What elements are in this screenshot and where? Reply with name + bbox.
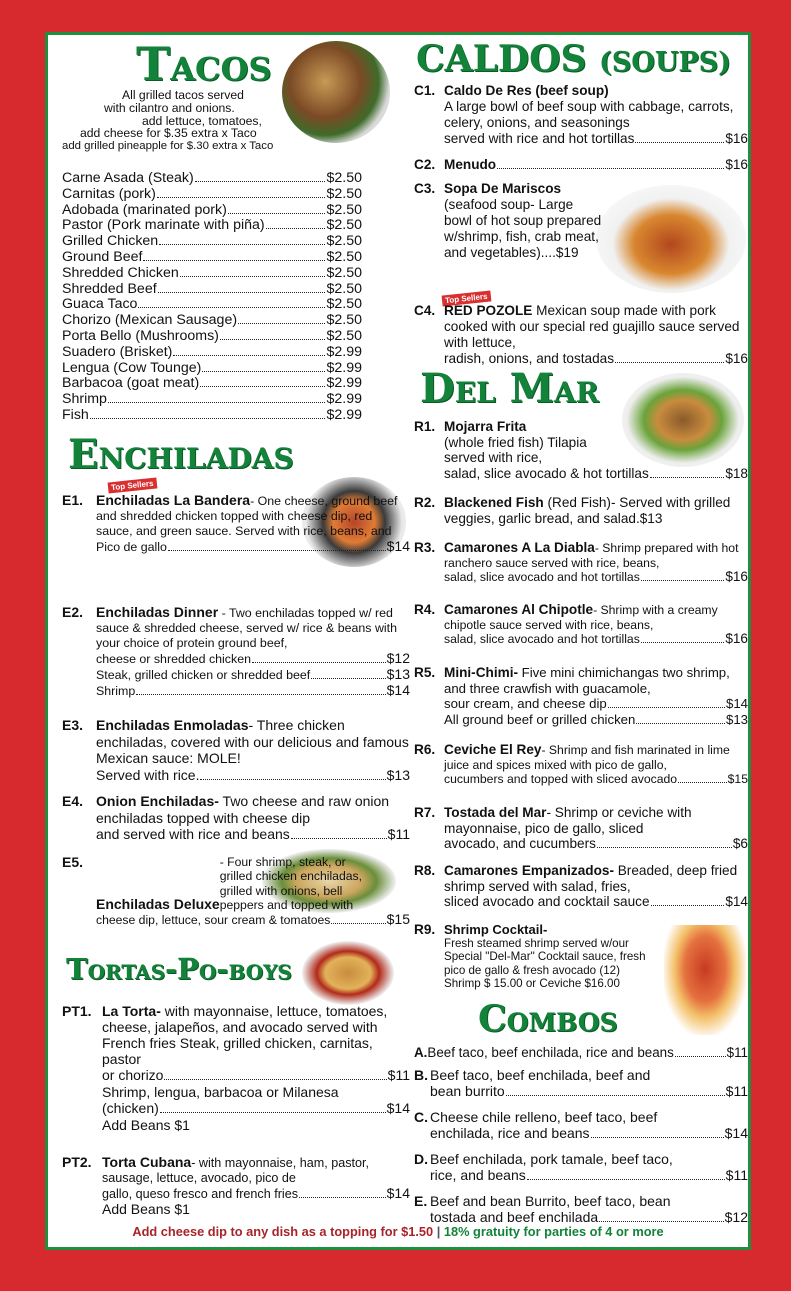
r8-price: $14 bbox=[725, 894, 748, 909]
pt1-l1: or chorizo bbox=[102, 1067, 164, 1083]
r5-code: R5. bbox=[414, 665, 436, 680]
cocktail-photo bbox=[664, 925, 746, 1035]
r7-desc: - Shrimp or ceviche with mayonnaise, pico de gallo, sliced bbox=[444, 805, 692, 836]
tacos-desc-line: add cheese for $.35 extra x Taco bbox=[80, 126, 257, 141]
taco-item-name: Lengua (Cow Tounge) bbox=[62, 359, 202, 376]
combo-c-desc: Cheese chile relleno, beef taco, beef bbox=[430, 1109, 658, 1125]
c4-price: $16 bbox=[725, 351, 748, 366]
e5-name: Enchiladas Deluxe bbox=[96, 895, 220, 912]
combo-d-code: D. bbox=[414, 1151, 428, 1167]
r8-code: R8. bbox=[414, 863, 436, 878]
combo-d bbox=[414, 1151, 748, 1184]
r9-desc: Fresh steamed shrimp served w/our Special "Del-Mar" Cocktail sauce, fresh pico de gallo & fresh avocado (12) Shrimp $ 15.00 or Ceviche $16.00 bbox=[444, 936, 646, 990]
taco-item-price: $2.50 bbox=[326, 280, 362, 297]
combo-c-price: $14 bbox=[724, 1125, 748, 1141]
pt1-item bbox=[62, 1003, 410, 1133]
r2-item bbox=[414, 495, 748, 526]
e4-name: Onion Enchiladas- bbox=[96, 793, 219, 809]
r3-item bbox=[414, 541, 748, 585]
taco-item-name: Suadero (Brisket) bbox=[62, 343, 173, 360]
r5-p1: $14 bbox=[725, 696, 748, 711]
pt1-p1: $11 bbox=[387, 1067, 410, 1083]
e2-l3: Shrimp bbox=[96, 684, 136, 698]
taco-item bbox=[62, 266, 362, 282]
taco-item-name: Shrimp bbox=[62, 391, 107, 408]
pt1-l3: Add Beans $1 bbox=[102, 1117, 190, 1133]
e5-item bbox=[62, 855, 410, 928]
r2-desc: (Red Fish)- Served with grilled veggies, garlic bread, and salad.$13 bbox=[444, 495, 731, 526]
c2-item bbox=[414, 157, 748, 173]
taco-item bbox=[62, 297, 362, 313]
combo-e-code: E. bbox=[414, 1193, 428, 1209]
combos-title: Combos bbox=[478, 998, 618, 1040]
c4-desc: Mexican soup made with pork cooked with our special red guajillo sauce served with lettuce, bbox=[444, 303, 740, 350]
r1-price-row bbox=[444, 466, 748, 482]
c2-code: C2. bbox=[414, 157, 436, 172]
r8-desc: Breaded, deep fried shrimp served with salad, fries, bbox=[444, 863, 738, 894]
taco-item-price: $2.50 bbox=[326, 312, 362, 329]
e2-row-2 bbox=[96, 667, 410, 683]
e5-last: cheese dip, lettuce, sour cream & tomatoes bbox=[96, 913, 331, 928]
c1-price-row bbox=[444, 131, 748, 147]
combo-d-last: rice, and beans bbox=[430, 1167, 526, 1183]
taco-item-price: $2.99 bbox=[326, 359, 362, 376]
r9-name: Shrimp Cocktail- bbox=[444, 922, 548, 937]
pt1-code: PT1. bbox=[62, 1003, 92, 1019]
top-sellers-badge-soups: Top Sellers bbox=[442, 290, 491, 306]
e1-price: $14 bbox=[386, 538, 410, 554]
taco-item-price: $2.50 bbox=[326, 296, 362, 313]
e5-desc: - Four shrimp, steak, or grilled chicken enchiladas, grilled with onions, bell peppers and topped with bbox=[219, 855, 362, 912]
taco-item-name: Porta Bello (Mushrooms) bbox=[62, 327, 219, 344]
e3-price-row bbox=[96, 767, 410, 784]
r4-price: $16 bbox=[725, 631, 748, 646]
r7-last: avocado, and cucumbers bbox=[444, 836, 596, 851]
taco-item-name: Adobada (marinated pork) bbox=[62, 201, 227, 218]
taco-item-name: Fish bbox=[62, 406, 89, 423]
pt1-l2a: Shrimp, lengua, barbacoa or Milanesa bbox=[102, 1084, 339, 1100]
menu-frame bbox=[45, 32, 751, 1250]
taco-item bbox=[62, 329, 362, 345]
c3-item bbox=[414, 181, 604, 261]
r8-item bbox=[414, 863, 748, 910]
taco-item bbox=[62, 250, 362, 266]
r1-item bbox=[414, 419, 748, 482]
r5-p2: $13 bbox=[725, 712, 748, 727]
taco-item-price: $2.99 bbox=[326, 343, 362, 360]
r6-desc: - Shrimp and fish marinated in lime juice and spices mixed with pico de gallo, bbox=[444, 743, 730, 772]
taco-item-price: $2.99 bbox=[326, 375, 362, 392]
r3-desc: - Shrimp prepared with hot ranchero sauce served with rice, beans, bbox=[444, 541, 739, 570]
pt1-row-1 bbox=[102, 1067, 410, 1084]
e3-price: $13 bbox=[386, 766, 410, 783]
e2-row-3 bbox=[96, 683, 410, 699]
r7-price-row bbox=[444, 836, 748, 852]
e4-price-row bbox=[96, 826, 410, 843]
r5-l1: sour cream, and cheese dip bbox=[444, 696, 607, 711]
top-sellers-badge: Top Sellers bbox=[108, 477, 157, 493]
e4-code: E4. bbox=[62, 793, 84, 809]
r5-row-1 bbox=[444, 696, 748, 712]
e5-price: $15 bbox=[386, 911, 410, 928]
taco-item bbox=[62, 361, 362, 377]
e4-price: $11 bbox=[387, 826, 410, 842]
r4-price-row bbox=[444, 632, 748, 647]
c1-desc: A large bowl of beef soup with cabbage, carrots, celery, onions, and seasonings bbox=[444, 99, 734, 130]
delmar-title: Del Mar bbox=[420, 365, 599, 412]
enchiladas-title: Enchiladas bbox=[68, 431, 294, 478]
r3-price-row bbox=[444, 570, 748, 585]
r6-code: R6. bbox=[414, 742, 436, 757]
tacos-desc bbox=[62, 89, 352, 153]
r9-code: R9. bbox=[414, 922, 436, 937]
r6-name: Ceviche El Rey bbox=[444, 742, 542, 757]
c1-last: served with rice and hot tortillas bbox=[444, 131, 635, 146]
caldos-title-text: CALDOS bbox=[416, 38, 587, 80]
c3-name: Sopa De Mariscos bbox=[444, 181, 562, 196]
footer-cheese-note: Add cheese dip to any dish as a topping for $1.50 bbox=[132, 1224, 434, 1239]
taco-item-price: $2.50 bbox=[326, 248, 362, 265]
c4-last: radish, onions, and tostadas bbox=[444, 351, 615, 366]
taco-item-name: Ground Beef bbox=[62, 248, 143, 265]
r3-code: R3. bbox=[414, 540, 436, 555]
combo-c bbox=[414, 1109, 748, 1142]
c2-name: Menudo bbox=[444, 157, 497, 172]
taco-item bbox=[62, 408, 362, 424]
e2-l1: cheese or shredded chicken bbox=[96, 652, 251, 666]
taco-item-name: Shredded Chicken bbox=[62, 264, 179, 281]
combo-e-last: tostada and beef enchilada bbox=[430, 1209, 599, 1225]
combo-b-price: $11 bbox=[725, 1083, 748, 1099]
e2-item bbox=[62, 605, 410, 699]
r5-name: Mini-Chimi- bbox=[444, 665, 518, 680]
r2-code: R2. bbox=[414, 495, 436, 510]
r9-item bbox=[414, 923, 664, 991]
taco-item-name: Pastor (Pork marinate with piña) bbox=[62, 217, 265, 234]
e1-code: E1. bbox=[62, 492, 84, 508]
r7-name: Tostada del Mar bbox=[444, 805, 547, 820]
tacos-desc-line: add lettuce, tomatoes, bbox=[142, 113, 262, 128]
taco-item-name: Shredded Beef bbox=[62, 280, 157, 297]
taco-item-name: Barbacoa (goat meat) bbox=[62, 375, 200, 392]
pt2-name: Torta Cubana bbox=[102, 1154, 192, 1170]
r4-desc: - Shrimp with a creamy chipotle sauce served with rice, beans, bbox=[444, 603, 718, 632]
pt2-l1: gallo, queso fresco and french fries bbox=[102, 1187, 299, 1201]
taco-item-price: $2.50 bbox=[326, 327, 362, 344]
combo-e bbox=[414, 1193, 748, 1226]
r7-code: R7. bbox=[414, 805, 436, 820]
c1-price: $16 bbox=[725, 131, 748, 146]
taco-item bbox=[62, 203, 362, 219]
taco-item-price: $2.50 bbox=[326, 217, 362, 234]
r4-item bbox=[414, 603, 748, 647]
e4-last: and served with rice and beans bbox=[96, 826, 290, 842]
soup-photo bbox=[596, 185, 746, 293]
e1-price-row bbox=[96, 539, 410, 555]
combo-c-last: enchilada, rice and beans bbox=[430, 1125, 590, 1141]
r4-name: Camarones Al Chipotle bbox=[444, 602, 594, 617]
tacos-desc-line: All grilled tacos served bbox=[122, 88, 244, 102]
pt2-code: PT2. bbox=[62, 1154, 92, 1170]
r1-code: R1. bbox=[414, 419, 436, 434]
taco-item-price: $2.50 bbox=[326, 233, 362, 250]
taco-item bbox=[62, 282, 362, 298]
caldos-title bbox=[416, 38, 731, 80]
taco-item-name: Grilled Chicken bbox=[62, 233, 159, 250]
r5-row-2 bbox=[444, 712, 748, 728]
r8-last: sliced avocado and cocktail sauce bbox=[444, 894, 650, 909]
c3-desc: (seafood soup- Large bowl of hot soup prepared w/shrimp, fish, crab meat, and vegetables)....$19 bbox=[444, 197, 602, 260]
e2-name: Enchiladas Dinner bbox=[96, 604, 219, 620]
c1-item bbox=[414, 83, 748, 147]
r1-name: Mojarra Frita bbox=[444, 419, 527, 434]
taco-item-price: $2.99 bbox=[326, 406, 362, 423]
e4-desc: Two cheese and raw onion enchiladas topped with cheese dip bbox=[96, 793, 390, 826]
r6-price-row bbox=[444, 772, 748, 787]
pt1-desc: with mayonnaise, lettuce, tomatoes, cheese, jalapeños, and avocado served with French fries Steak, grilled chicken, carnitas, pastor bbox=[102, 1003, 388, 1067]
c2-price-row bbox=[444, 157, 748, 173]
e2-l2: Steak, grilled chicken or shredded beef bbox=[96, 668, 311, 682]
e2-p3: $14 bbox=[386, 682, 410, 698]
tacos-desc-line: add grilled pineapple for $.30 extra x Taco bbox=[62, 140, 274, 153]
taco-item-name: Carnitas (pork) bbox=[62, 185, 156, 202]
e2-row-1 bbox=[96, 651, 410, 667]
footer-note bbox=[48, 1224, 748, 1239]
c4-code: C4. bbox=[414, 303, 436, 318]
taco-item-price: $2.50 bbox=[326, 170, 362, 186]
combo-e-price: $12 bbox=[724, 1209, 748, 1225]
r1-last: salad, slice avocado & hot tortillas bbox=[444, 465, 649, 481]
caldos-subtitle: (SOUPS) bbox=[599, 47, 731, 78]
tacos-desc-line: with cilantro and onions. bbox=[104, 100, 235, 115]
combo-a-desc: Beef taco, beef enchilada, rice and beans bbox=[427, 1045, 674, 1060]
r6-price: $15 bbox=[727, 772, 748, 786]
pt2-row-1 bbox=[102, 1186, 410, 1202]
e2-p1: $12 bbox=[386, 650, 410, 666]
r6-item bbox=[414, 743, 748, 787]
pt2-item bbox=[62, 1155, 410, 1217]
combo-a-text bbox=[414, 1045, 674, 1061]
combo-a-price: $11 bbox=[726, 1045, 748, 1060]
e2-code: E2. bbox=[62, 604, 84, 620]
tortas-title: Tortas-Po-boys bbox=[66, 952, 292, 986]
taco-item-price: $2.50 bbox=[326, 264, 362, 281]
c1-code: C1. bbox=[414, 83, 436, 98]
r2-name: Blackened Fish bbox=[444, 495, 544, 510]
r8-price-row bbox=[444, 894, 748, 910]
pt1-p2: $14 bbox=[386, 1100, 410, 1116]
footer-separator: | bbox=[433, 1224, 444, 1239]
taco-item bbox=[62, 313, 362, 329]
taco-item-name: Guaca Taco bbox=[62, 296, 138, 313]
taco-item-price: $2.50 bbox=[326, 201, 362, 218]
combo-b-code: B. bbox=[414, 1067, 428, 1083]
taco-item bbox=[62, 345, 362, 361]
c3-code: C3. bbox=[414, 181, 436, 196]
taco-item bbox=[62, 171, 362, 187]
combo-c-code: C. bbox=[414, 1109, 428, 1125]
taco-item-price: $2.50 bbox=[326, 185, 362, 202]
e1-desc: - One cheese, ground beef and shredded chicken topped with cheese dip, red sauce, and green sauce. Served with rice, beans, and bbox=[96, 494, 398, 538]
combo-b-last: bean burrito bbox=[430, 1083, 505, 1099]
taco-item-price: $2.99 bbox=[326, 391, 362, 408]
pt1-l2: (chicken) bbox=[102, 1100, 159, 1116]
pt2-p1: $14 bbox=[386, 1185, 410, 1201]
e3-code: E3. bbox=[62, 717, 84, 733]
c1-name: Caldo De Res (beef soup) bbox=[444, 83, 609, 98]
taco-item-name: Chorizo (Mexican Sausage) bbox=[62, 312, 238, 329]
r7-item bbox=[414, 805, 748, 852]
e5-code: E5. bbox=[62, 854, 84, 870]
e4-item bbox=[62, 793, 410, 843]
r6-last: cucumbers and topped with sliced avocado bbox=[444, 772, 678, 786]
e3-item bbox=[62, 717, 410, 784]
r5-item bbox=[414, 665, 748, 728]
pt2-desc: - with mayonnaise, ham, pastor, sausage, lettuce, avocado, pico de bbox=[102, 1156, 369, 1185]
e5-price-row bbox=[96, 912, 410, 928]
taco-item bbox=[62, 392, 362, 408]
combo-b-desc: Beef taco, beef enchilada, beef and bbox=[430, 1067, 651, 1083]
r1-desc: (whole fried fish) Tilapia served with rice, bbox=[444, 434, 587, 465]
combo-a bbox=[414, 1045, 748, 1061]
r7-price: $6 bbox=[732, 836, 748, 851]
e3-desc: - Three chicken enchiladas, covered with our delicious and famous Mexican sauce: MOLE! bbox=[96, 717, 409, 766]
pt2-l2: Add Beans $1 bbox=[102, 1201, 190, 1217]
c4-name: RED POZOLE bbox=[444, 303, 533, 318]
e1-item bbox=[62, 493, 410, 555]
taco-item-name: Carne Asada (Steak) bbox=[62, 170, 194, 186]
combo-a-code: A. bbox=[414, 1045, 428, 1060]
r5-desc: Five mini chimichangas two shrimp, and three crawfish with guacamole, bbox=[444, 665, 730, 696]
r4-code: R4. bbox=[414, 602, 436, 617]
pt1-name: La Torta- bbox=[102, 1003, 161, 1019]
tacos-list bbox=[62, 171, 362, 424]
taco-item bbox=[62, 187, 362, 203]
e1-last: Pico de gallo bbox=[96, 540, 167, 554]
r3-name: Camarones A La Diabla bbox=[444, 540, 595, 555]
c4-item bbox=[414, 303, 748, 367]
c2-price: $16 bbox=[725, 157, 748, 172]
taco-item bbox=[62, 234, 362, 250]
tacos-title: Tacos bbox=[136, 37, 272, 91]
r1-price: $18 bbox=[725, 465, 748, 481]
combo-e-desc: Beef and bean Burrito, beef taco, bean bbox=[430, 1193, 671, 1209]
pt1-row-2 bbox=[102, 1100, 410, 1117]
e3-last: Served with rice. bbox=[96, 766, 200, 783]
e2-desc: - Two enchiladas topped w/ red sauce & shredded cheese, served w/ rice & beans with your choice of protein ground beef, bbox=[96, 606, 397, 650]
r3-price: $16 bbox=[725, 569, 748, 584]
combo-d-desc: Beef enchilada, pork tamale, beef taco, bbox=[430, 1151, 673, 1167]
footer-gratuity-note: 18% gratuity for parties of 4 or more bbox=[443, 1224, 664, 1239]
tortas-photo bbox=[302, 941, 394, 1005]
r8-name: Camarones Empanizados- bbox=[444, 863, 614, 878]
r5-l2: All ground beef or grilled chicken bbox=[444, 712, 636, 727]
r4-last: salad, slice avocado and hot tortillas bbox=[444, 632, 640, 646]
taco-item bbox=[62, 376, 362, 392]
e2-p2: $13 bbox=[386, 666, 410, 682]
combo-b bbox=[414, 1067, 748, 1100]
combo-d-price: $11 bbox=[725, 1167, 748, 1183]
e3-name: Enchiladas Enmoladas bbox=[96, 717, 249, 733]
e1-name: Enchiladas La Bandera bbox=[96, 492, 251, 508]
taco-item bbox=[62, 218, 362, 234]
r3-last: salad, slice avocado and hot tortillas bbox=[444, 570, 640, 584]
